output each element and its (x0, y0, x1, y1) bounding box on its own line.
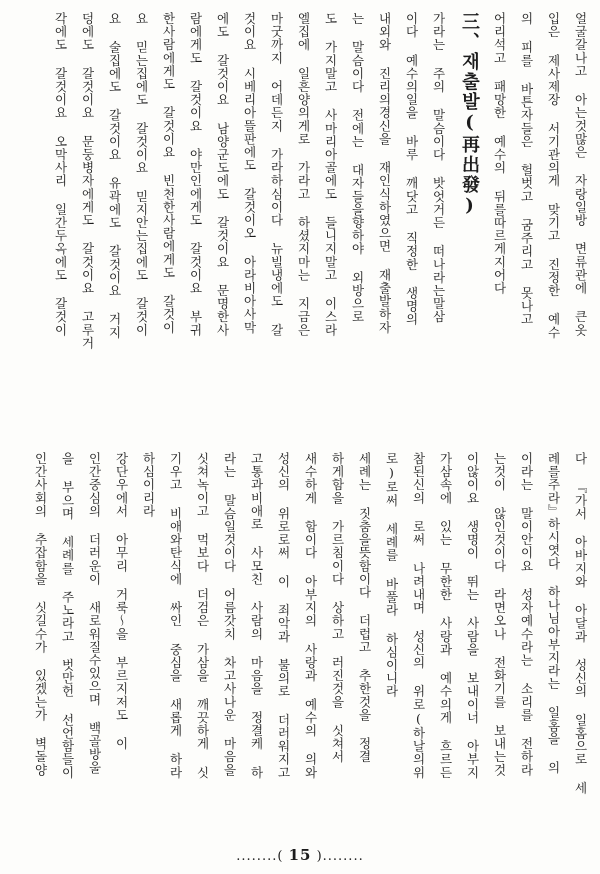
page-number: 15 (288, 846, 312, 864)
text-column: 하게함을 가르침이다 상하고 러진것을 싯쳐서 (330, 452, 345, 764)
text-column: 는 말슴이다 전에는 대자들을향하야 외방으로 (350, 12, 365, 324)
text-column: 요 믿는집에도 갈것이요 믿지안는집에도 갈것이 (134, 12, 149, 337)
text-column: 이다 예수의일을 바루 깨닷고 직정한 생명의 (404, 12, 419, 326)
text-column: 새수하게 함이다 아부지의 사랑과 예수의 의와 (303, 452, 318, 779)
text-column: 다 『가서 아바지와 아달과 성신의 일홈으로 세 (573, 452, 588, 795)
text-column: 것이요 시베리아뜰판에도 갈것이오 아라비아사막 (242, 12, 257, 334)
text-column: 내외와 진리의경신을 재인식하였으면 재출발하자 (377, 12, 392, 334)
text-column: 는것이 않인것이다 라면오나 전화기를 보내는것 (492, 452, 507, 777)
text-column: 한사람에게도 갈것이요 빈천한사람에게도 갈것이 (161, 12, 176, 334)
text-column: 인간사회의 추잡함을 싯길수가 있겠는가 벽돌양 (33, 452, 48, 777)
section-heading: 三、재출발(再出發) (459, 12, 480, 218)
text-column: 엘집에 일흔양의게로 가라고 하셨지마는 지금은 (296, 12, 311, 337)
text-column: 입은 제사제장 서기관의게 맞기고 진정한 예수 (546, 12, 561, 339)
text-column: 이않이요 생명이 뛰는 사람을 보내이너 아부지 (465, 452, 480, 779)
bottom-text-section (12, 452, 594, 842)
text-column: 인간중심의 더러운이 새로워질수있으며 백골방울 (87, 452, 102, 774)
text-column: 덩에도 갈것이요 문둥병자에게도 갈것이요 고루거 (80, 12, 95, 350)
text-column: 라는 말슴일것이다 어름갓치 차고사나운 마음을 (222, 452, 237, 777)
text-column: 례를주라』하시엿다 하나님아부지라는 일홈을 의 (546, 452, 561, 774)
page-footer (0, 846, 600, 864)
text-column: 하심이리라 (141, 452, 156, 518)
text-column: 로)로써 세례를 바풀라 하심이니라 (384, 452, 399, 698)
text-column: 람에게도 갈것이요 야만인에게도 갈것이요 부귀 (188, 12, 203, 337)
text-column: 가라는 주의 말슴이다 밧엇거든 떠나라는말삼 (431, 12, 446, 324)
text-column: 에도 갈것이요 남양군도에도 갈것이요 문명한사 (215, 12, 230, 337)
text-column: 요 술집에도 갈것이요 유곽에도 갈것이요 거지 (107, 12, 122, 339)
text-column: 기우고 비애와탄식에 싸인 중심을 새롭게 하라 (168, 452, 183, 779)
text-column: 싯쳐녹이고 먹보다 더검은 가삼을 깨끗하게 싯 (195, 452, 210, 779)
text-column: 가삼속에 있는 무한한 사랑과 예수의게 흐르든 (438, 452, 453, 779)
text-column: 이라는 말이안이요 성자예수라는 소리를 전하라 (519, 452, 534, 777)
text-column: 각에도 갈것이요 오막사리 일간두옥에도 갈것이 (53, 12, 68, 337)
text-column: 강단우에서 아무리 거룩〜을 부르지저도 이 (114, 452, 129, 751)
text-column: 어리석고 패망한 예수의 뒤를따르게지어다 (492, 12, 507, 295)
text-column: 도 가지말고 사마리아골에도 들니지말고 이스라 (323, 12, 338, 337)
text-column: 참된신의 로써 나려내며 성신의 위로(하날의위 (411, 452, 426, 779)
text-column: 성신의 위로로써 이 죄악과 불의로 더러워지고 (276, 452, 291, 779)
text-column: 을 부으며 세례를 주노라고 벗만헌 선언함들이 (60, 452, 75, 779)
footer-dots-left: ........( (236, 849, 284, 864)
text-column: 마굿까지 어데든지 가라하심이다 뉴빌냉에도 갈 (269, 12, 284, 337)
text-column: 의 피를 바튼자들은 헐벗고 굼주리고 못나고 (519, 12, 534, 326)
text-column: 고통과비애로 사모친 사람의 마음을 정결케 하 (249, 452, 264, 779)
text-column: 얼굴갈나고 아는것많은 자랑일방 면류관에 큰옷 (573, 12, 588, 337)
top-text-section (12, 12, 594, 442)
footer-dots-right: )........ (316, 849, 364, 864)
text-column: 세례는 짓춤을뜻함이다 더럽고 추한것을 정결 (357, 452, 372, 764)
